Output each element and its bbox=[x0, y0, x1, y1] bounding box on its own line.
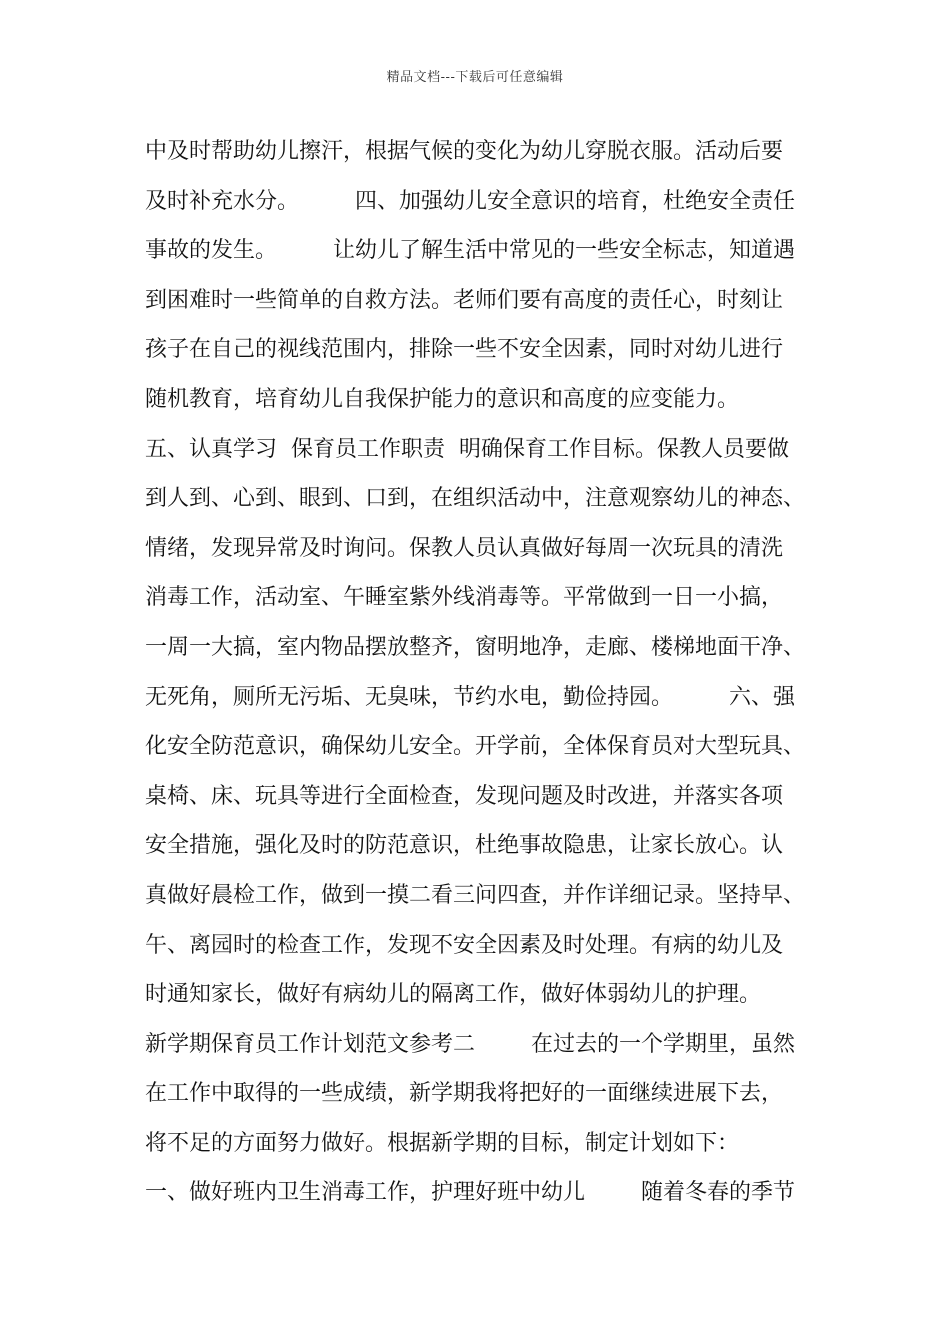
text-line: 将不足的方面努力做好。根据新学期的目标，制定计划如下： bbox=[145, 1130, 740, 1156]
text-line: 安全措施，强化及时的防范意识，杜绝事故隐患，让家长放心。认 bbox=[145, 833, 784, 859]
text-line: 一周一大搞，室内物品摆放整齐，窗明地净，走廊、楼梯地面干净、 bbox=[145, 634, 806, 660]
text-line: 新学期保育员工作计划范文参考二 在过去的一个学期里，虽然 bbox=[145, 1031, 795, 1057]
text-line: 化安全防范意识，确保幼儿安全。开学前，全体保育员对大型玩具、 bbox=[145, 734, 806, 760]
body-text bbox=[145, 132, 835, 1223]
text-line: 孩子在自己的视线范围内，排除一些不安全因素，同时对幼儿进行 bbox=[145, 337, 784, 363]
text-line: 一、做好班内卫生消毒工作，护理好班中幼儿 随着冬春的季节 bbox=[145, 1180, 795, 1206]
page-header: 精品文档---下载后可任意编辑 bbox=[386, 70, 564, 85]
text-line: 到困难时一些简单的自救方法。老师们要有高度的责任心，时刻让 bbox=[145, 287, 784, 313]
text-line: 消毒工作，活动室、午睡室紫外线消毒等。平常做到一日一小搞， bbox=[145, 585, 784, 611]
text-line: 真做好晨检工作，做到一摸二看三问四查，并作详细记录。坚持早、 bbox=[145, 882, 806, 908]
text-line: 及时补充水分。 四、加强幼儿安全意识的培育，杜绝安全责任 bbox=[145, 188, 795, 214]
text-line: 事故的发生。 让幼儿了解生活中常见的一些安全标志，知道遇 bbox=[145, 238, 795, 264]
text-line: 在工作中取得的一些成绩，新学期我将把好的一面继续进展下去， bbox=[145, 1081, 784, 1107]
text-line: 五、认真学习 保育员工作职责 明确保育工作目标。保教人员要做 bbox=[145, 436, 789, 462]
text-line: 桌椅、床、玩具等进行全面检查，发现问题及时改进，并落实各项 bbox=[145, 783, 784, 809]
text-line: 中及时帮助幼儿擦汗，根据气候的变化为幼儿穿脱衣服。活动后要 bbox=[145, 139, 784, 164]
text-line: 时通知家长，做好有病幼儿的隔离工作，做好体弱幼儿的护理。 bbox=[145, 982, 762, 1008]
text-line: 情绪，发现异常及时询问。保教人员认真做好每周一次玩具的清洗 bbox=[145, 535, 784, 561]
text-line: 到人到、心到、眼到、口到，在组织活动中，注意观察幼儿的神态、 bbox=[145, 486, 806, 512]
text-line: 无死角，厕所无污垢、无臭味，节约水电，勤俭持园。 六、强 bbox=[145, 684, 795, 710]
text-line: 午、离园时的检查工作，发现不安全因素及时处理。有病的幼儿及 bbox=[145, 932, 784, 958]
text-line: 随机教育，培育幼儿自我保护能力的意识和高度的应变能力。 bbox=[145, 386, 740, 412]
